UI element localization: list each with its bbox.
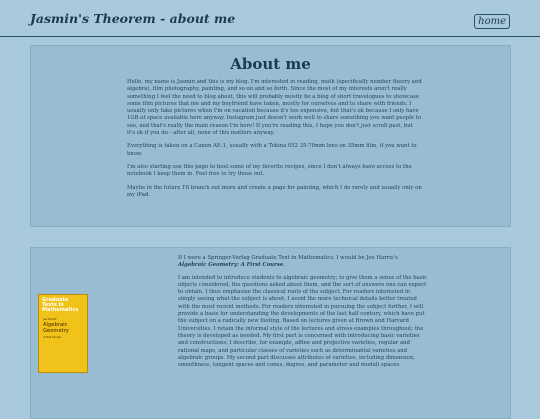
about-body — [127, 79, 422, 205]
about-paragraph: Hello, my name is Jasmin and this is my blog. I'm interested in reading, math (specifically number theory and algebra), film photography, painting, and so on and so forth. Since the most of my interests aren't really something I feel the need to blog about, this will probably mostly be a blog of short travelogues to showcase some film pictures that me and my boyfriend have taken, mostly for ourselves and to share with friends. I usually only take pictures when I'm on vacation because it's too expensive, but that's ok because I only have 1GB of space available here anyway. Instagram just doesn't work well to share something you want people to see, and that's really the main reason I'm here! If you're reading this, I hope you don't just scroll past, but it's ok if you do - after all, none of this matters anyway. — [127, 79, 422, 137]
book-panel — [30, 247, 511, 419]
book-intro-text: If I were a Springer-Verlag Graduate Text in Mathematics, I would be Joe Harris's — [178, 255, 398, 261]
site-header — [0, 0, 540, 37]
about-paragraph: Everything is taken on a Canon AE-1, usually with a Tokina 052 35-70mm lens on 35mm film, if you want to know. — [127, 143, 417, 157]
book-title: Algebraic Geometry: A First Course — [178, 262, 284, 269]
about-paragraph: Maybe in the future I'll branch out more and create a page for painting, which I do rarely and usually only on my iPad. — [127, 184, 422, 198]
book-intro-end: . — [283, 262, 285, 269]
book-cover-title: Algebraic Geometry — [43, 322, 69, 334]
book-cover-series: Graduate Texts in Mathematics — [42, 297, 79, 314]
home-button[interactable]: home — [474, 14, 510, 29]
site-title: Jasmin's Theorem - about me — [30, 11, 236, 26]
about-paragraph: I'm also starting use this page to host some of my favorite recipes, since I don't always have access to the notebook I keep them in. Feel free to try those out. — [127, 163, 412, 178]
book-text — [178, 255, 428, 374]
book-intro — [178, 255, 428, 270]
book-cover-image — [38, 294, 88, 373]
book-description: I am intended to introduce students to algebraic geometry; to give them a sense of the basic objects considered, the questions asked about them, and the sort of answers one can expect to obtain. I thus emphasize the classical roots of the subject. For readers interested in simply seeing what the subject is about, I avoid the more technical details better treated with the most recent methods. For readers interested in pursuing the subject further, I will provide a basis for understanding the developments of the last half century, which have put the subject on a radically new footing. Based on lectures given at Brown and Harvard Universities, I retain the informal style of the lectures and stress examples throughout; the theory is developed as needed. My first part is concerned with introducing basic varieties and constructions; I describe, for example, affine and projective varieties, regular and rational maps, and particular classes of varieties such as determinantal varieties and algebraic groups. My second part discusses attributes of varieties, including dimension, smoothness, tangent spaces and cones, degree, and parameter and moduli spaces. — [178, 274, 428, 369]
book-cover-author: Joe Harris — [43, 317, 57, 321]
book-cover-subtitle: A First Course — [43, 336, 61, 339]
about-heading: About me — [230, 55, 311, 73]
about-panel — [30, 45, 511, 227]
